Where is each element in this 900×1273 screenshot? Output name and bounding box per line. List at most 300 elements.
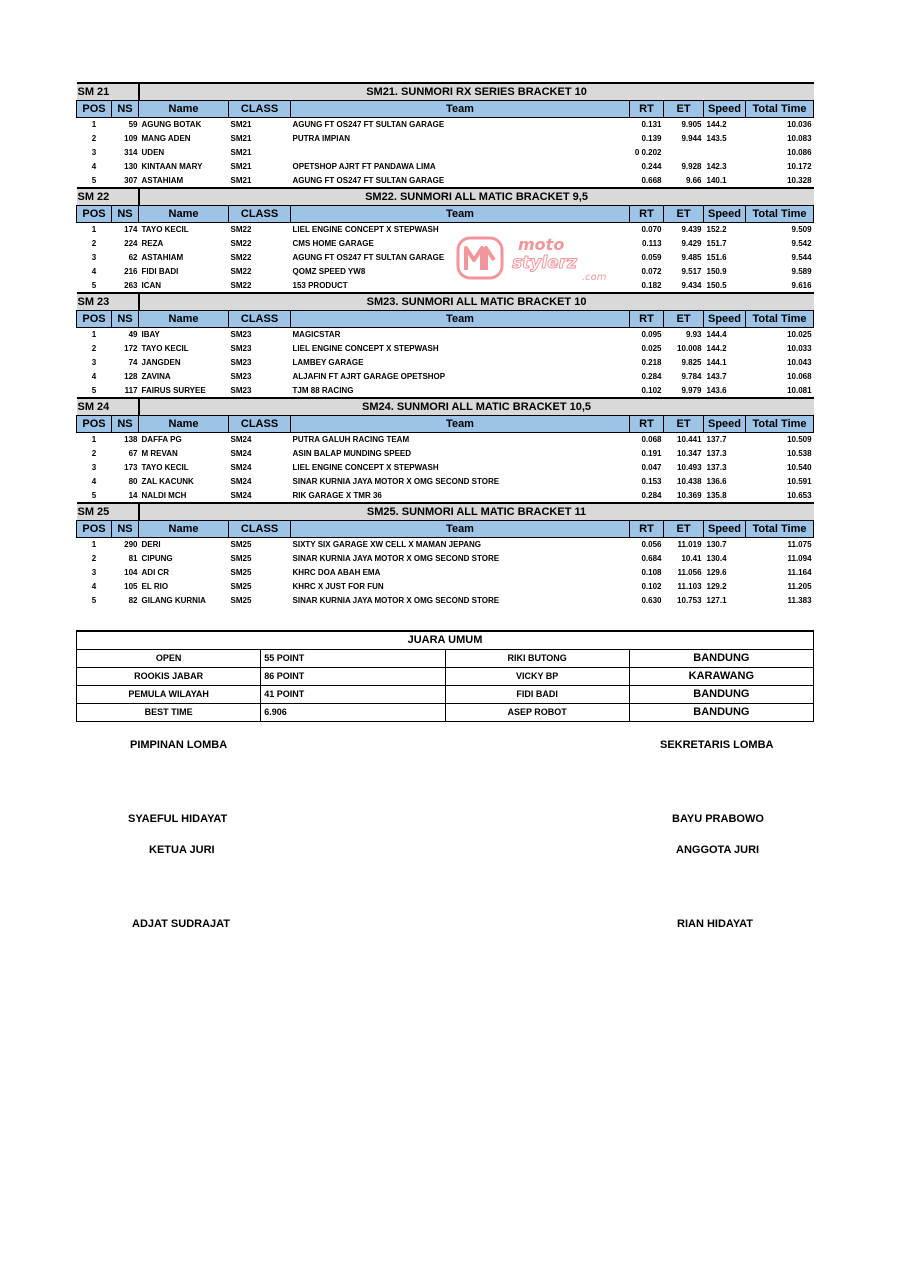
- cell-team: LAMBEY GARAGE: [292, 357, 364, 367]
- cell-rt: 0.072: [641, 266, 662, 276]
- cell-ns: 59: [128, 119, 138, 129]
- column-header-et: ET: [664, 520, 704, 537]
- table-row: [77, 236, 814, 250]
- cell-speed: 143.6: [706, 385, 727, 395]
- cell-speed: 129.6: [706, 567, 727, 577]
- cell-class: SM25: [230, 567, 252, 577]
- column-header-ns: NS: [112, 310, 139, 327]
- cell-pos: 5: [91, 490, 97, 500]
- cell-total: 11.164: [787, 567, 812, 577]
- table-row: [77, 131, 814, 145]
- cell-rt: 0 0.202: [634, 147, 662, 157]
- juara-category: OPEN: [77, 649, 261, 667]
- cell-et: 9.825: [681, 357, 702, 367]
- cell-ns: 81: [128, 553, 138, 563]
- cell-speed: 130.4: [706, 553, 727, 563]
- cell-name: ADI CR: [141, 567, 170, 577]
- cell-speed: 129.2: [706, 581, 727, 591]
- cell-et: 11.056: [677, 567, 702, 577]
- cell-total: 10.036: [787, 119, 812, 129]
- cell-rt: 0.630: [641, 595, 662, 605]
- cell-team: LIEL ENGINE CONCEPT X STEPWASH: [292, 462, 439, 472]
- cell-et: 9.517: [681, 266, 702, 276]
- column-header-ns: NS: [112, 100, 139, 117]
- cell-speed: 151.7: [706, 238, 727, 248]
- cell-ns: 224: [124, 238, 138, 248]
- cell-pos: 2: [91, 343, 97, 353]
- cell-ns: 307: [124, 175, 138, 185]
- column-header-class: CLASS: [229, 205, 291, 222]
- column-header-et: ET: [664, 205, 704, 222]
- juara-city: BANDUNG: [629, 703, 813, 721]
- cell-et: 10.369: [677, 490, 702, 500]
- cell-speed: 143.7: [706, 371, 727, 381]
- cell-team: MAGICSTAR: [292, 329, 341, 339]
- cell-pos: 4: [91, 476, 97, 486]
- cell-pos: 2: [91, 553, 97, 563]
- juara-row: [77, 685, 814, 703]
- cell-class: SM23: [230, 343, 252, 353]
- cell-name: NALDI MCH: [141, 490, 187, 500]
- column-header-class: CLASS: [229, 310, 291, 327]
- table-row: [77, 264, 814, 278]
- cell-rt: 0.059: [641, 252, 662, 262]
- cell-team: PUTRA GALUH RACING TEAM: [292, 434, 410, 444]
- cell-total: 10.328: [787, 175, 812, 185]
- column-header-et: ET: [664, 310, 704, 327]
- section-code: SM 24: [77, 398, 139, 415]
- column-header-et: ET: [664, 100, 704, 117]
- cell-team: AGUNG FT OS247 FT SULTAN GARAGE: [292, 175, 445, 185]
- column-header-total: Total Time: [746, 310, 814, 327]
- cell-class: SM23: [230, 385, 252, 395]
- cell-speed: 137.3: [706, 448, 727, 458]
- cell-et: 9.439: [681, 224, 702, 234]
- cell-rt: 0.131: [641, 119, 662, 129]
- cell-et: 9.485: [681, 252, 702, 262]
- cell-class: SM23: [230, 329, 252, 339]
- cell-total: 9.616: [791, 280, 812, 290]
- cell-name: ZAVINA: [141, 371, 171, 381]
- cell-class: SM25: [230, 581, 252, 591]
- cell-team: 153 PRODUCT: [292, 280, 348, 290]
- cell-class: SM24: [230, 434, 252, 444]
- cell-rt: 0.191: [641, 448, 662, 458]
- cell-name: ZAL KACUNK: [141, 476, 194, 486]
- column-header-team: Team: [291, 205, 630, 222]
- cell-et: 10.441: [677, 434, 702, 444]
- table-row: [77, 222, 814, 236]
- cell-pos: 3: [91, 252, 97, 262]
- cell-ns: 172: [124, 343, 138, 353]
- cell-rt: 0.182: [641, 280, 662, 290]
- cell-speed: 127.1: [706, 595, 727, 605]
- cell-speed: 142.3: [706, 161, 727, 171]
- cell-rt: 0.684: [641, 553, 662, 563]
- table-row: [77, 145, 814, 159]
- column-header-pos: POS: [77, 100, 112, 117]
- cell-pos: 4: [91, 581, 97, 591]
- cell-pos: 1: [91, 119, 97, 129]
- cell-et: 9.429: [681, 238, 702, 248]
- cell-name: ICAN: [141, 280, 162, 290]
- cell-name: EL RIO: [141, 581, 169, 591]
- cell-ns: 105: [124, 581, 138, 591]
- cell-total: 9.542: [791, 238, 812, 248]
- cell-name: FAIRUS SURYEE: [141, 385, 206, 395]
- cell-total: 9.589: [791, 266, 812, 276]
- section-title: SM22. SUNMORI ALL MATIC BRACKET 9,5: [139, 188, 814, 205]
- column-header-speed: Speed: [704, 310, 746, 327]
- juara-city: BANDUNG: [629, 649, 813, 667]
- cell-rt: 0.108: [641, 567, 662, 577]
- section-code: SM 23: [77, 293, 139, 310]
- cell-speed: 144.2: [706, 119, 727, 129]
- cell-rt: 0.284: [641, 371, 662, 381]
- cell-et: 10.347: [677, 448, 702, 458]
- cell-team: ASIN BALAP MUNDING SPEED: [292, 448, 412, 458]
- juara-row: [77, 703, 814, 721]
- cell-ns: 130: [124, 161, 138, 171]
- cell-class: SM21: [230, 133, 252, 143]
- column-header-total: Total Time: [746, 100, 814, 117]
- column-header-team: Team: [291, 520, 630, 537]
- cell-name: REZA: [141, 238, 164, 248]
- cell-total: 10.033: [787, 343, 812, 353]
- cell-ns: 62: [128, 252, 138, 262]
- cell-et: 9.93: [685, 329, 702, 339]
- cell-et: 9.944: [681, 133, 702, 143]
- anggota-role: ANGGOTA JURI: [676, 844, 760, 856]
- cell-total: 10.081: [787, 385, 812, 395]
- cell-class: SM24: [230, 462, 252, 472]
- cell-speed: 150.5: [706, 280, 727, 290]
- cell-pos: 5: [91, 385, 97, 395]
- cell-team: QOMZ SPEED YW8: [292, 266, 366, 276]
- cell-ns: 290: [124, 539, 138, 549]
- column-header-speed: Speed: [704, 520, 746, 537]
- cell-team: LIEL ENGINE CONCEPT X STEPWASH: [292, 224, 439, 234]
- column-header-row: [77, 100, 814, 117]
- cell-rt: 0.218: [641, 357, 662, 367]
- cell-rt: 0.139: [641, 133, 662, 143]
- table-row: [77, 432, 814, 446]
- cell-total: 11.205: [787, 581, 812, 591]
- watermark-logo: [456, 230, 616, 284]
- cell-total: 10.086: [787, 147, 812, 157]
- ketua-role: KETUA JURI: [149, 844, 215, 856]
- column-header-class: CLASS: [229, 415, 291, 432]
- juara-umum-title: JUARA UMUM: [77, 631, 814, 649]
- juara-row: [77, 649, 814, 667]
- cell-speed: 144.2: [706, 343, 727, 353]
- section-title: SM21. SUNMORI RX SERIES BRACKET 10: [139, 83, 814, 100]
- cell-team: ALJAFIN FT AJRT GARAGE OPETSHOP: [292, 371, 446, 381]
- cell-speed: 150.9: [706, 266, 727, 276]
- cell-et: 9.905: [681, 119, 702, 129]
- column-header-speed: Speed: [704, 100, 746, 117]
- cell-speed: 136.6: [706, 476, 727, 486]
- cell-speed: 137.3: [706, 462, 727, 472]
- cell-ns: 128: [124, 371, 138, 381]
- juara-points: 86 POINT: [261, 667, 445, 685]
- cell-total: 11.383: [787, 595, 812, 605]
- cell-class: SM24: [230, 490, 252, 500]
- cell-ns: 74: [128, 357, 138, 367]
- cell-et: 10.008: [677, 343, 702, 353]
- sekretaris-role: SEKRETARIS LOMBA: [660, 739, 774, 751]
- cell-speed: 137.7: [706, 434, 727, 444]
- juara-name: FIDI BADI: [445, 685, 629, 703]
- cell-total: 10.025: [787, 329, 812, 339]
- cell-speed: [704, 145, 746, 159]
- cell-name: TAYO KECIL: [141, 462, 189, 472]
- table-row: [77, 474, 814, 488]
- table-row: [77, 537, 814, 551]
- column-header-row: [77, 310, 814, 327]
- section-title-row: [77, 188, 814, 205]
- column-header-rt: RT: [630, 310, 664, 327]
- cell-et: 9.434: [681, 280, 702, 290]
- table-row: [77, 565, 814, 579]
- cell-rt: 0.668: [641, 175, 662, 185]
- column-header-name: Name: [139, 205, 229, 222]
- cell-total: 10.172: [787, 161, 812, 171]
- section-title-row: [77, 503, 814, 520]
- cell-team: SINAR KURNIA JAYA MOTOR X OMG SECOND STORE: [292, 476, 500, 486]
- column-header-rt: RT: [630, 205, 664, 222]
- column-header-ns: NS: [112, 205, 139, 222]
- cell-et: 10.41: [681, 553, 702, 563]
- cell-ns: 263: [124, 280, 138, 290]
- cell-et: 9.979: [681, 385, 702, 395]
- cell-speed: 130.7: [706, 539, 727, 549]
- juara-category: ROOKIS JABAR: [77, 667, 261, 685]
- cell-ns: 117: [124, 385, 138, 395]
- column-header-name: Name: [139, 310, 229, 327]
- cell-class: SM23: [230, 371, 252, 381]
- column-header-ns: NS: [112, 415, 139, 432]
- results-tables: [76, 82, 813, 607]
- column-header-pos: POS: [77, 520, 112, 537]
- column-header-rt: RT: [630, 415, 664, 432]
- cell-team: RIK GARAGE X TMR 36: [292, 490, 382, 500]
- table-row: [77, 355, 814, 369]
- cell-speed: 143.5: [706, 133, 727, 143]
- cell-class: SM21: [230, 175, 252, 185]
- cell-class: SM22: [230, 238, 252, 248]
- cell-speed: 144.4: [706, 329, 727, 339]
- cell-rt: 0.068: [641, 434, 662, 444]
- column-header-speed: Speed: [704, 415, 746, 432]
- cell-name: ASTAHIAM: [141, 252, 184, 262]
- cell-name: FIDI BADI: [141, 266, 179, 276]
- cell-name: KINTAAN MARY: [141, 161, 203, 171]
- column-header-total: Total Time: [746, 520, 814, 537]
- cell-team: SIXTY SIX GARAGE XW CELL X MAMAN JEPANG: [292, 539, 481, 549]
- cell-total: 9.544: [791, 252, 812, 262]
- cell-total: 10.043: [787, 357, 812, 367]
- cell-speed: 135.8: [706, 490, 727, 500]
- sekretaris-name: BAYU PRABOWO: [672, 813, 764, 825]
- section-table: [76, 397, 814, 502]
- cell-class: SM21: [230, 161, 252, 171]
- cell-total: 10.068: [787, 371, 812, 381]
- cell-ns: 14: [128, 490, 138, 500]
- juara-city: KARAWANG: [629, 667, 813, 685]
- cell-pos: 3: [91, 462, 97, 472]
- cell-rt: 0.095: [641, 329, 662, 339]
- section-title: SM25. SUNMORI ALL MATIC BRACKET 11: [139, 503, 814, 520]
- cell-name: CIPUNG: [141, 553, 173, 563]
- juara-category: PEMULA WILAYAH: [77, 685, 261, 703]
- juara-points: 6.906: [261, 703, 445, 721]
- pimpinan-name: SYAEFUL HIDAYAT: [128, 813, 228, 825]
- cell-et: 10.753: [677, 595, 702, 605]
- column-header-name: Name: [139, 520, 229, 537]
- cell-pos: 4: [91, 266, 97, 276]
- cell-class: SM22: [230, 280, 252, 290]
- cell-total: 10.083: [787, 133, 812, 143]
- cell-team: KHRC X JUST FOR FUN: [292, 581, 384, 591]
- cell-speed: 140.1: [706, 175, 727, 185]
- section-title-row: [77, 83, 814, 100]
- table-row: [77, 278, 814, 292]
- cell-total: 10.653: [787, 490, 812, 500]
- column-header-total: Total Time: [746, 415, 814, 432]
- column-header-pos: POS: [77, 310, 112, 327]
- column-header-name: Name: [139, 415, 229, 432]
- cell-name: IBAY: [141, 329, 160, 339]
- column-header-rt: RT: [630, 520, 664, 537]
- column-header-pos: POS: [77, 415, 112, 432]
- column-header-total: Total Time: [746, 205, 814, 222]
- section-code: SM 22: [77, 188, 139, 205]
- cell-et: 9.928: [681, 161, 702, 171]
- table-row: [77, 383, 814, 397]
- column-header-team: Team: [291, 310, 630, 327]
- watermark-domain: .com: [582, 272, 607, 283]
- cell-speed: 144.1: [706, 357, 727, 367]
- table-row: [77, 117, 814, 131]
- cell-team: AGUNG FT OS247 FT SULTAN GARAGE: [292, 119, 445, 129]
- cell-team: TJM 88 RACING: [292, 385, 354, 395]
- cell-class: SM23: [230, 357, 252, 367]
- cell-pos: 1: [91, 329, 97, 339]
- section-title-row: [77, 398, 814, 415]
- pimpinan-role: PIMPINAN LOMBA: [130, 739, 228, 751]
- section-table: [76, 187, 814, 292]
- cell-et: 10.493: [677, 462, 702, 472]
- cell-name: GILANG KURNIA: [141, 595, 206, 605]
- cell-et: 10.438: [677, 476, 702, 486]
- watermark-line1: moto: [518, 235, 565, 254]
- cell-rt: 0.025: [641, 343, 662, 353]
- cell-pos: 5: [91, 175, 97, 185]
- cell-class: SM25: [230, 595, 252, 605]
- cell-name: MANG ADEN: [141, 133, 191, 143]
- cell-class: SM22: [230, 224, 252, 234]
- column-header-row: [77, 520, 814, 537]
- column-header-et: ET: [664, 415, 704, 432]
- cell-ns: 109: [124, 133, 138, 143]
- juara-points: 55 POINT: [261, 649, 445, 667]
- table-row: [77, 460, 814, 474]
- cell-pos: 1: [91, 224, 97, 234]
- cell-team: KHRC DOA ABAH EMA: [292, 567, 381, 577]
- column-header-class: CLASS: [229, 100, 291, 117]
- table-row: [77, 593, 814, 607]
- column-header-row: [77, 415, 814, 432]
- cell-name: JANGDEN: [141, 357, 181, 367]
- cell-et: 9.66: [685, 175, 702, 185]
- juara-city: BANDUNG: [629, 685, 813, 703]
- cell-rt: 0.113: [641, 238, 662, 248]
- cell-pos: 2: [91, 448, 97, 458]
- column-header-speed: Speed: [704, 205, 746, 222]
- cell-total: 11.094: [787, 553, 812, 563]
- cell-pos: 4: [91, 371, 97, 381]
- cell-ns: 82: [128, 595, 138, 605]
- cell-total: 9.509: [791, 224, 812, 234]
- cell-name: M REVAN: [141, 448, 178, 458]
- cell-ns: 104: [124, 567, 138, 577]
- cell-class: SM22: [230, 252, 252, 262]
- cell-total: 10.540: [787, 462, 812, 472]
- cell-ns: 80: [128, 476, 138, 486]
- cell-rt: 0.056: [641, 539, 662, 549]
- column-header-name: Name: [139, 100, 229, 117]
- cell-pos: 1: [91, 434, 97, 444]
- cell-team: CMS HOME GARAGE: [292, 238, 374, 248]
- cell-et: 11.103: [677, 581, 702, 591]
- cell-rt: 0.153: [641, 476, 662, 486]
- cell-name: DERI: [141, 539, 161, 549]
- table-row: [77, 446, 814, 460]
- cell-et: 11.019: [677, 539, 702, 549]
- cell-class: SM25: [230, 539, 252, 549]
- cell-pos: 5: [91, 280, 97, 290]
- cell-rt: 0.244: [641, 161, 662, 171]
- cell-name: TAYO KECIL: [141, 343, 189, 353]
- anggota-name: RIAN HIDAYAT: [677, 918, 753, 930]
- section-code: SM 21: [77, 83, 139, 100]
- cell-class: SM25: [230, 553, 252, 563]
- section-code: SM 25: [77, 503, 139, 520]
- juara-name: RIKI BUTONG: [445, 649, 629, 667]
- cell-pos: 3: [91, 567, 97, 577]
- watermark-line2: stylerz: [512, 253, 577, 273]
- cell-pos: 4: [91, 161, 97, 171]
- table-row: [77, 369, 814, 383]
- watermark-emblem: [458, 238, 502, 278]
- section-table: [76, 82, 814, 187]
- cell-et: [664, 145, 704, 159]
- column-header-ns: NS: [112, 520, 139, 537]
- column-header-rt: RT: [630, 100, 664, 117]
- cell-team: OPETSHOP AJRT FT PANDAWA LIMA: [292, 161, 436, 171]
- cell-ns: 216: [124, 266, 138, 276]
- cell-team: LIEL ENGINE CONCEPT X STEPWASH: [292, 343, 439, 353]
- juara-row: [77, 667, 814, 685]
- table-row: [77, 159, 814, 173]
- cell-total: 10.509: [787, 434, 812, 444]
- cell-class: SM24: [230, 476, 252, 486]
- cell-total: 10.538: [787, 448, 812, 458]
- juara-category: BEST TIME: [77, 703, 261, 721]
- table-row: [77, 551, 814, 565]
- cell-total: 11.075: [787, 539, 812, 549]
